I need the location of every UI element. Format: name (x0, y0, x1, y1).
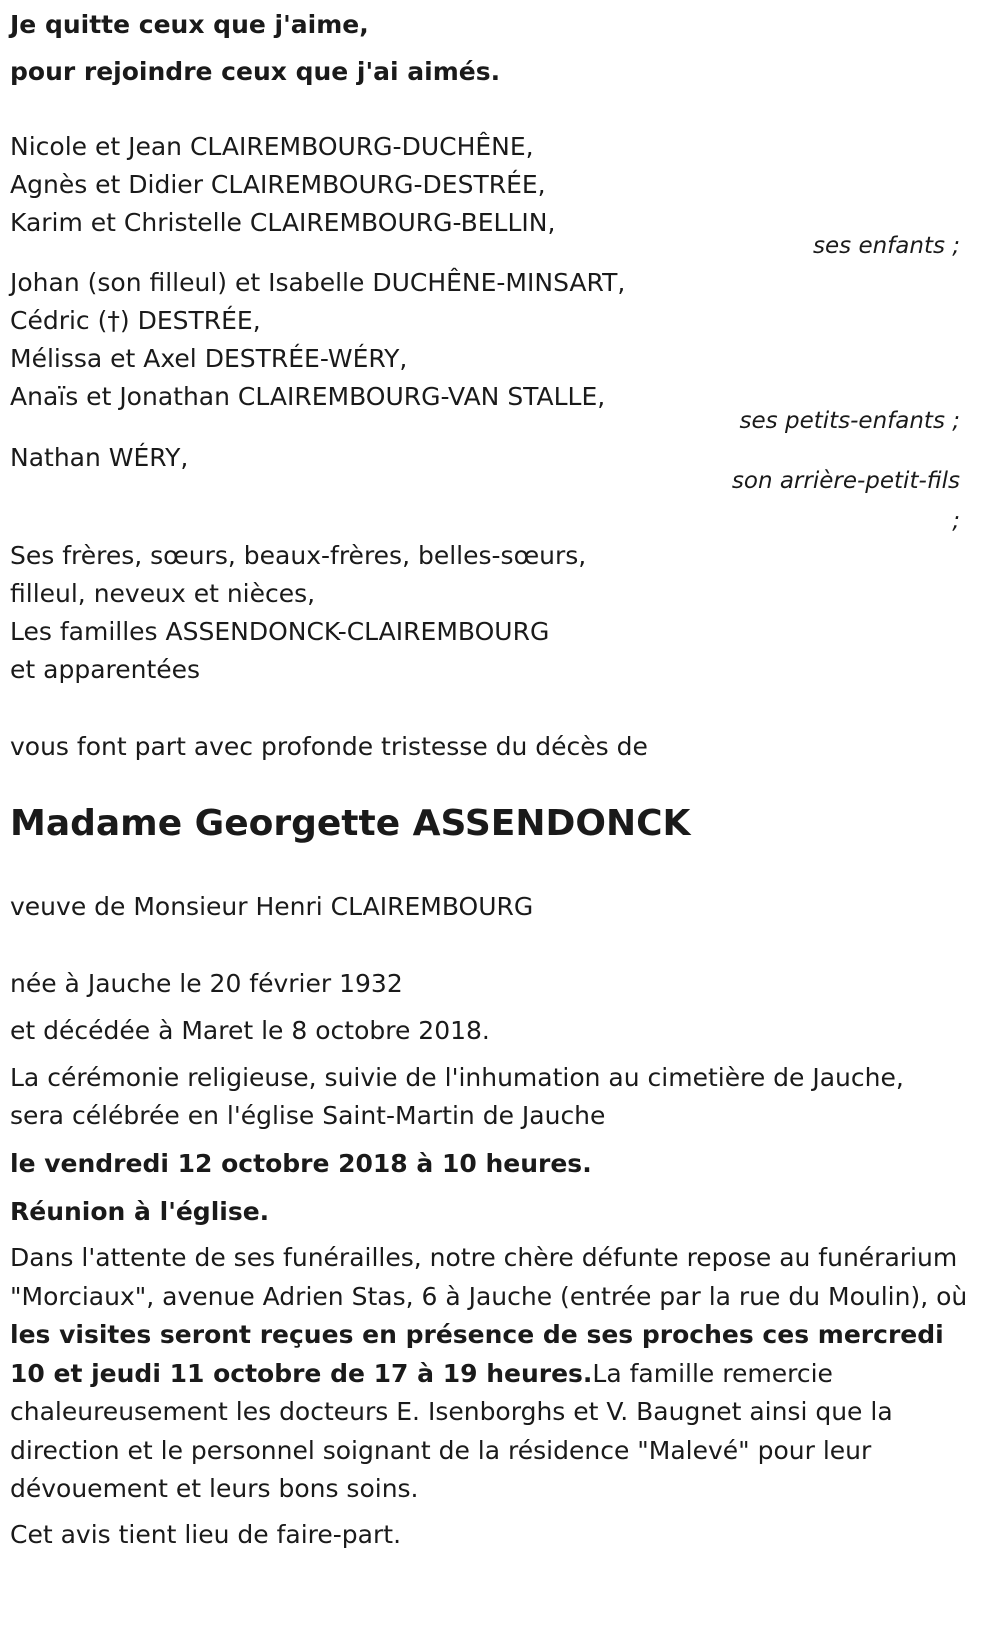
visits-paragraph (10, 1239, 985, 1509)
visits-text-bold: les visites seront reçues en présence de ses proches ces mercredi 10 et jeudi 11 octobre de 17 à 19 heures. (10, 1320, 944, 1388)
great-grandchild-name: Nathan WÉRY, (10, 443, 189, 472)
grandchild-name: Johan (son filleul) et Isabelle DUCHÊNE-MINSART, (10, 268, 626, 297)
child-name: Nicole et Jean CLAIREMBOURG-DUCHÊNE, (10, 132, 534, 161)
grandchild-name: Anaïs et Jonathan CLAIREMBOURG-VAN STALLE, (10, 382, 606, 411)
obituary-notice (10, 0, 990, 1644)
great-grandchild-label: son arrière-petit-fils (731, 468, 960, 494)
widow-of-text: veuve de Monsieur Henri CLAIREMBOURG (10, 892, 534, 921)
child-name: Agnès et Didier CLAIREMBOURG-DESTRÉE, (10, 170, 546, 199)
family-line: Ses frères, sœurs, beaux-frères, belles-sœurs, (10, 541, 587, 570)
closing-text: Cet avis tient lieu de faire-part. (10, 1520, 402, 1549)
meeting-text: Réunion à l'église. (10, 1197, 270, 1226)
grandchildren-label: ses petits-enfants ; (739, 408, 960, 434)
grandchild-name: Mélissa et Axel DESTRÉE-WÉRY, (10, 344, 408, 373)
children-label: ses enfants ; (813, 233, 960, 259)
intro-line-1: Je quitte ceux que j'aime, (10, 10, 369, 39)
child-name: Karim et Christelle CLAIREMBOURG-BELLIN, (10, 208, 556, 237)
ceremony-line-1: La cérémonie religieuse, suivie de l'inhumation au cimetière de Jauche, (10, 1063, 904, 1092)
death-text: et décédée à Maret le 8 octobre 2018. (10, 1016, 490, 1045)
deceased-name: Madame Georgette ASSENDONCK (10, 803, 691, 844)
family-line: filleul, neveux et nièces, (10, 579, 316, 608)
visits-text-before: Dans l'attente de ses funérailles, notre chère défunte repose au funérarium "Morciaux", avenue Adrien Stas, 6 à Jauche (entrée par la rue du Moulin), où (10, 1243, 968, 1311)
ceremony-date: le vendredi 12 octobre 2018 à 10 heures. (10, 1149, 592, 1178)
intro-line-2: pour rejoindre ceux que j'ai aimés. (10, 57, 501, 86)
visits-text-after: La famille remercie chaleureusement les docteurs E. Isenborghs et V. Baugnet ainsi que la direction et le personnel soignant de la résidence "Malevé" pour leur dévouement et leurs bons soins. (10, 1358, 893, 1503)
family-line: et apparentées (10, 655, 201, 684)
ceremony-line-2: sera célébrée en l'église Saint-Martin de Jauche (10, 1101, 606, 1130)
family-line: Les familles ASSENDONCK-CLAIREMBOURG (10, 617, 550, 646)
announcement-text: vous font part avec profonde tristesse du décès de (10, 732, 648, 761)
great-grandchild-label-end: ; (952, 508, 960, 534)
birth-text: née à Jauche le 20 février 1932 (10, 969, 403, 998)
grandchild-name: Cédric (†) DESTRÉE, (10, 306, 261, 335)
